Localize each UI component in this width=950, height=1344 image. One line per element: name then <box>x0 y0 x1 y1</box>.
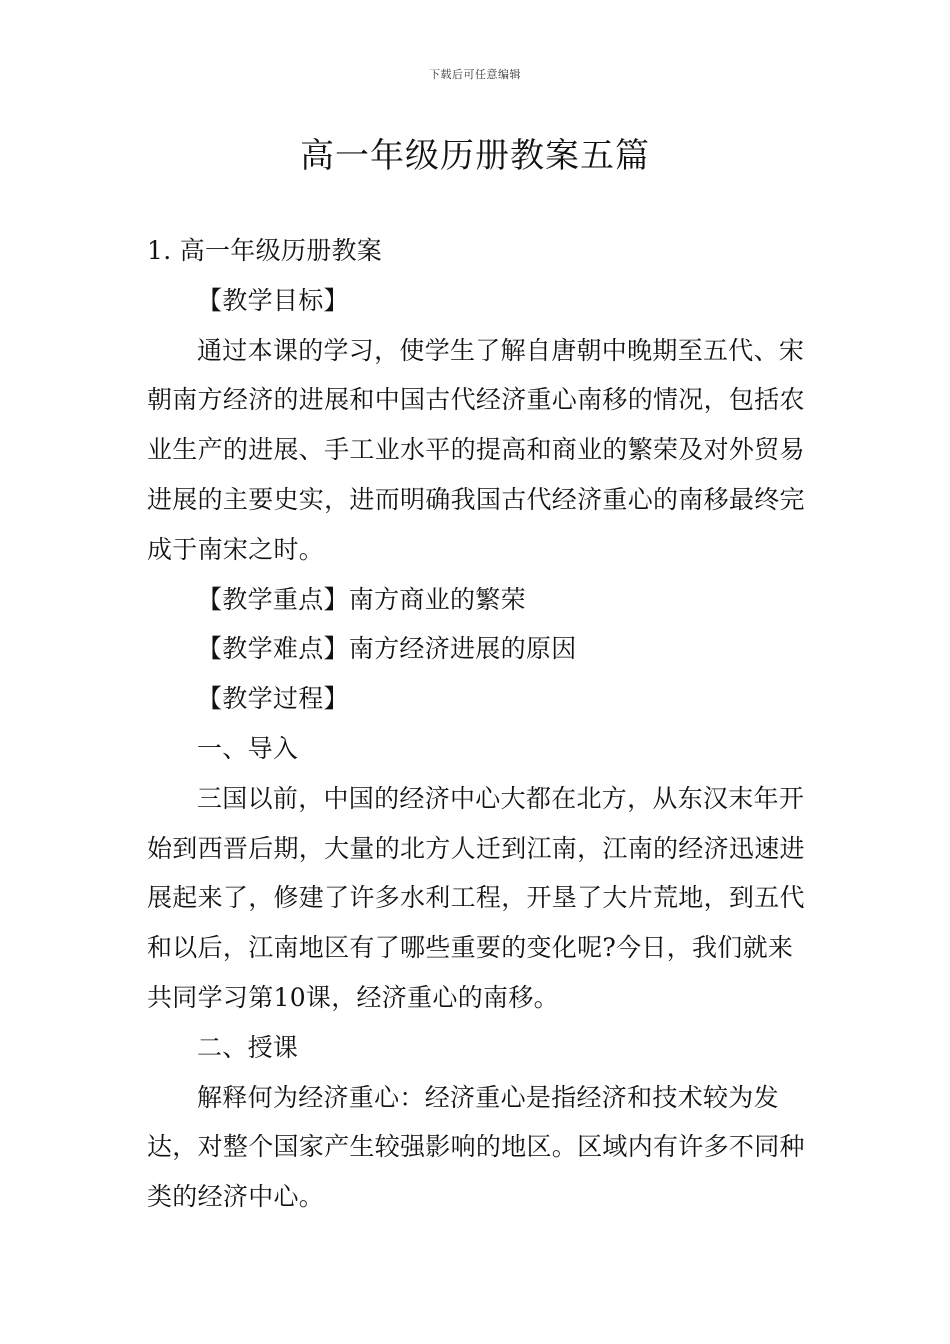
document-title: 高一年级历册教案五篇 <box>300 136 650 176</box>
paragraph-introduction-heading: 一、导入 <box>197 733 299 763</box>
section-heading: 1. 高一年级历册教案 <box>147 236 383 265</box>
paragraph-lecture-heading: 二、授课 <box>197 1032 299 1062</box>
paragraph-teaching-objective-heading: 【教学目标】 <box>197 285 349 315</box>
document-body <box>147 226 807 1222</box>
paragraph-economic-center-definition: 解释何为经济重心：经济重心是指经济和技术较为发达，对整个国家产生较强影响的地区。区域内有许多不同种类的经济中心。 <box>147 1082 805 1212</box>
paragraph-teaching-key-point: 【教学重点】南方商业的繁荣 <box>197 584 526 614</box>
paragraph-teaching-objective: 通过本课的学习，使学生了解自唐朝中晚期至五代、宋朝南方经济的进展和中国古代经济重心南移的情况，包括农业生产的进展、手工业水平的提高和商业的繁荣及对外贸易进展的主要史实，进而明确我国古代经济重心的南移最终完成于南宋之时。 <box>147 335 805 564</box>
paragraph-teaching-difficulty: 【教学难点】南方经济进展的原因 <box>197 634 577 664</box>
paragraph-introduction: 三国以前，中国的经济中心大都在北方，从东汉末年开始到西晋后期，大量的北方人迁到江南，江南的经济迅速进展起来了，修建了许多水利工程，开垦了大片荒地，到五代和以后，江南地区有了哪些重要的变化呢?今日，我们就来共同学习第10课，经济重心的南移。 <box>147 783 805 1012</box>
paragraph-teaching-process-heading: 【教学过程】 <box>197 684 349 714</box>
header-note: 下载后可任意编辑 <box>429 68 521 81</box>
